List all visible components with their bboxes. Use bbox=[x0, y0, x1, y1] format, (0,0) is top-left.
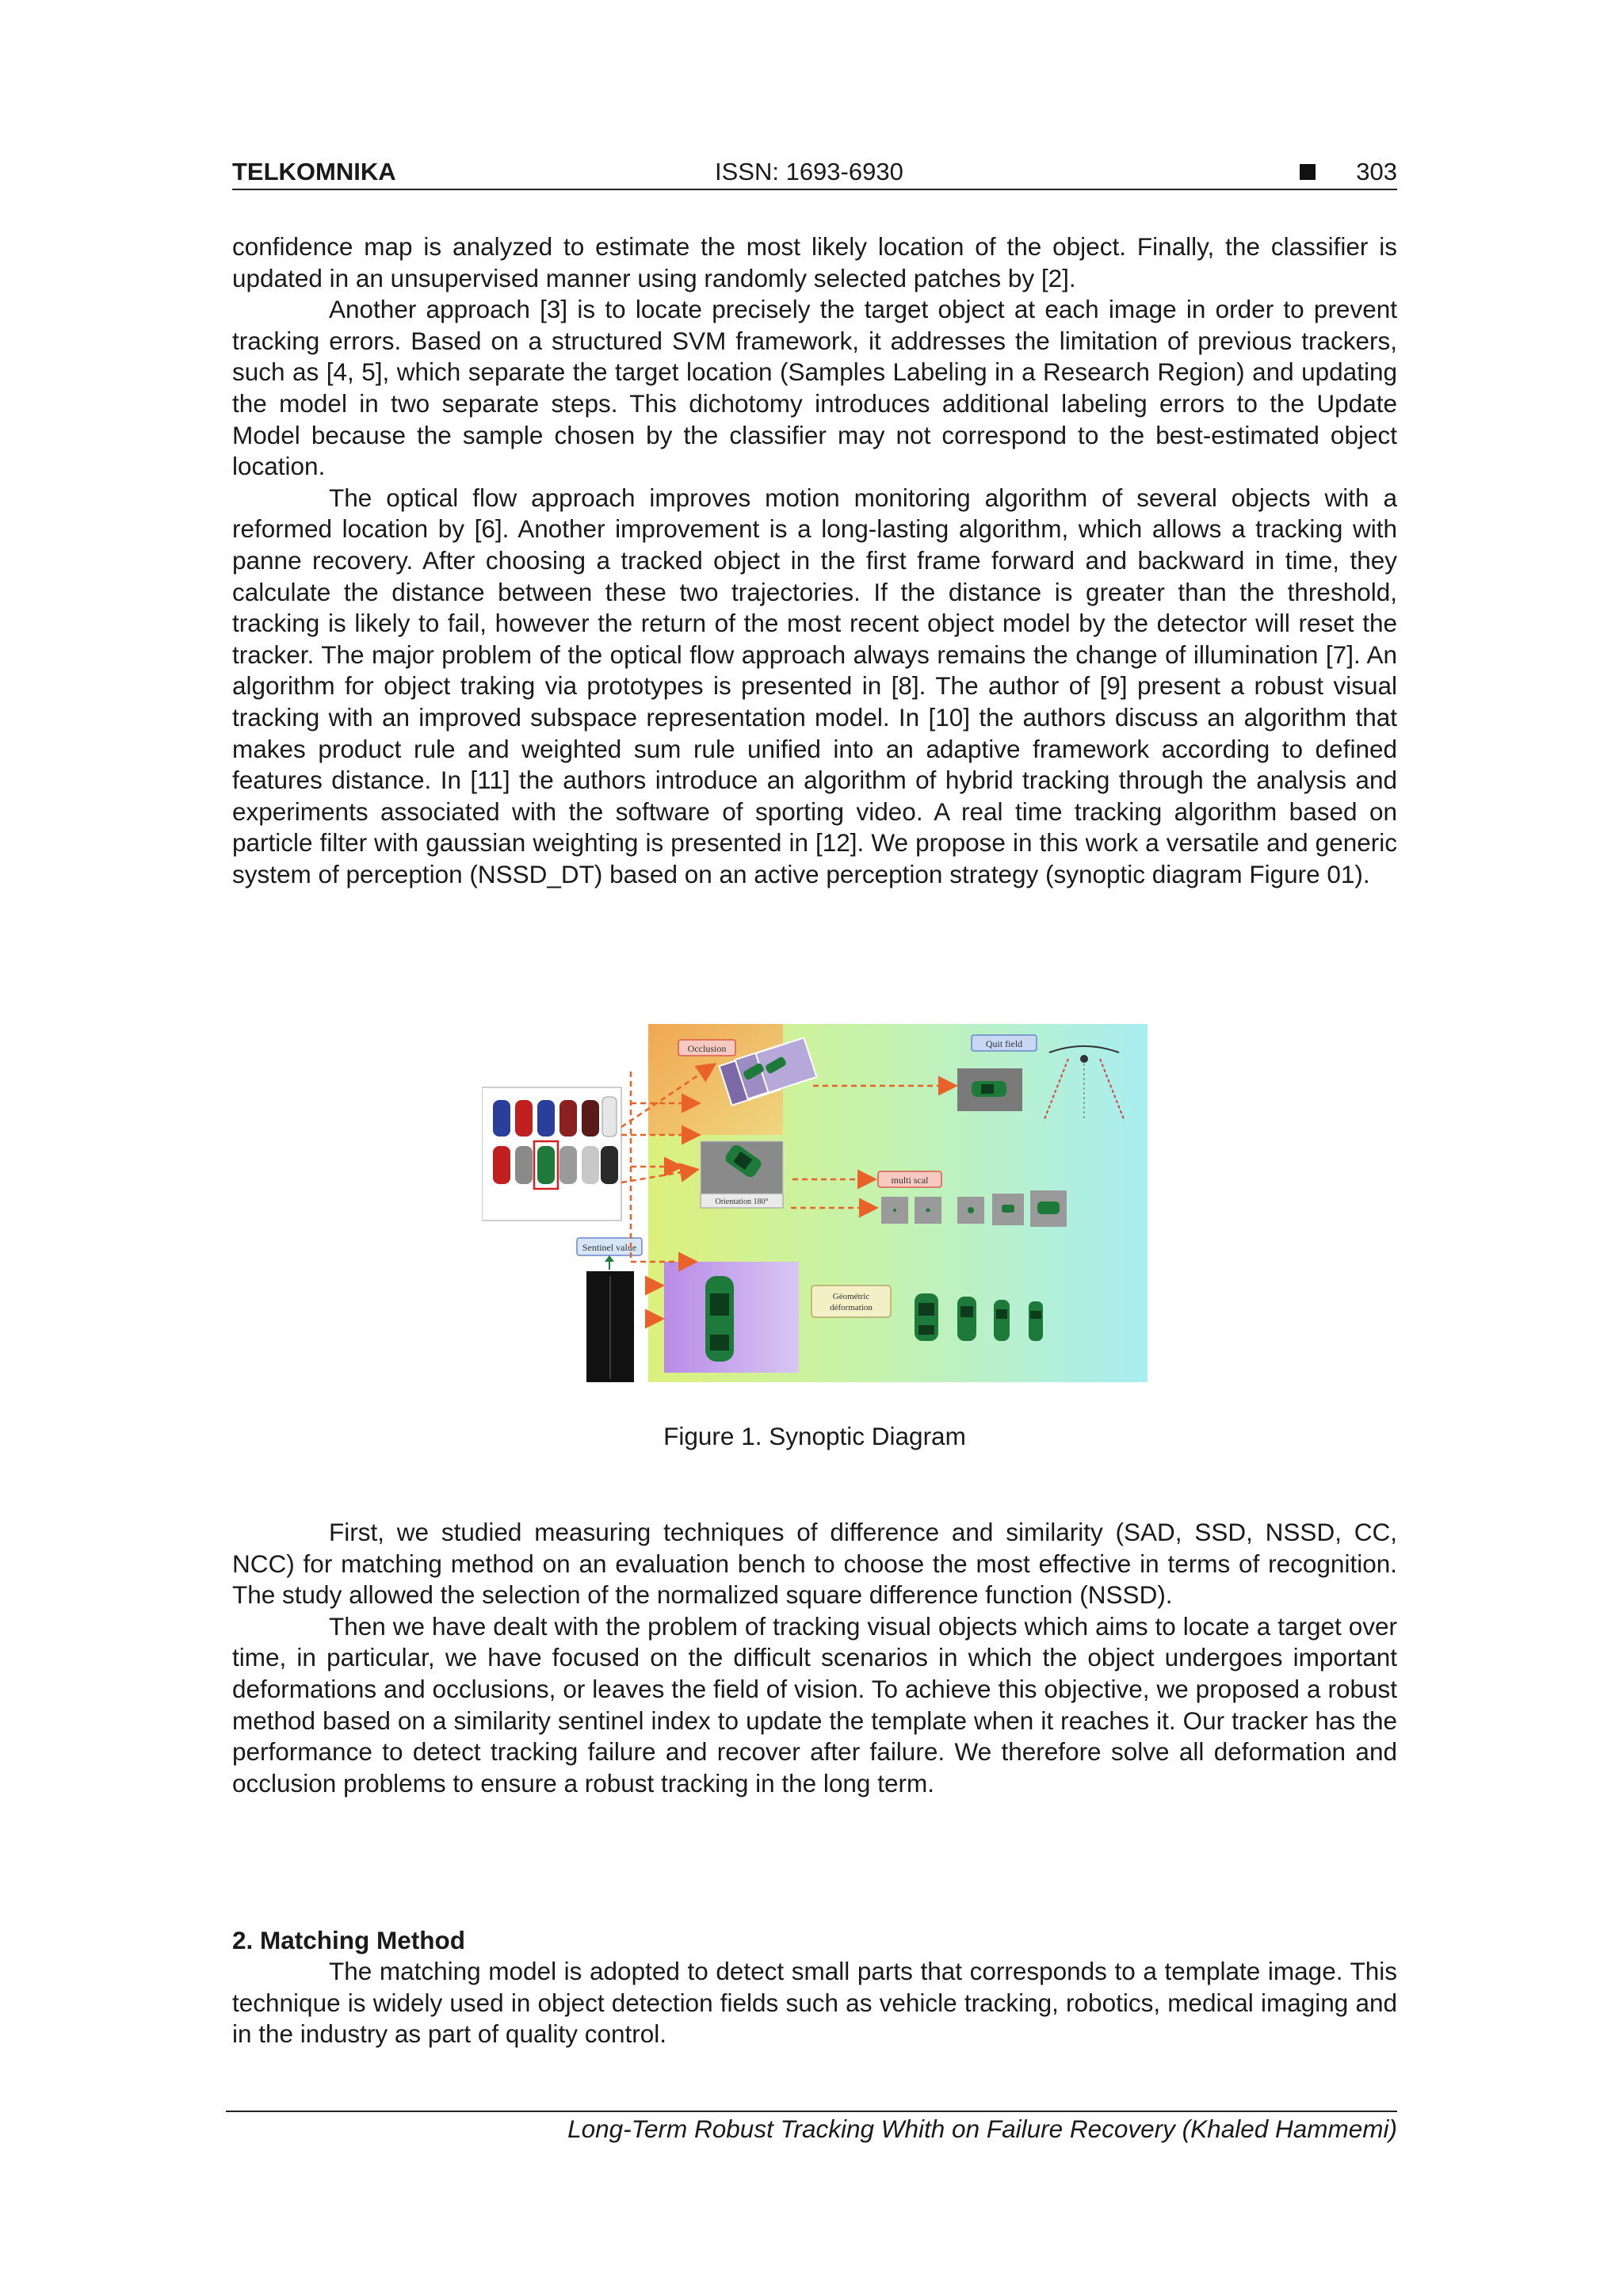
section-title: 2. Matching Method bbox=[232, 1926, 465, 1954]
issn: ISSN: 1693-6930 bbox=[715, 158, 903, 185]
orientation-car bbox=[701, 1141, 783, 1194]
sentinel-arrow-head-icon bbox=[605, 1255, 614, 1262]
geometric-label-line2: déformation bbox=[830, 1303, 873, 1312]
paragraph: The matching model is adopted to detect small parts that corresponds to a template image. This technique is widely used in object detection fields such as vehicle tracking, robotics, medical imaging and in the industry as part of quality control. bbox=[232, 1957, 1397, 2049]
body-text-bottom bbox=[232, 1517, 1397, 1799]
section-body bbox=[232, 1956, 1397, 2050]
geometric-label-line1: Géométric bbox=[832, 1292, 870, 1301]
multi-scale-label: multi scal bbox=[891, 1175, 929, 1186]
quit-field-label: Quit field bbox=[985, 1038, 1023, 1049]
geometric-tag bbox=[812, 1286, 891, 1317]
paragraph: Then we have dealt with the problem of tracking visual objects which aims to locate a target over time, in particular, we have focused on the difficult scenarios in which the object undergoes important deformations and occlusions, or leaves the field of vision. To achieve this objective, we proposed a robust method based on a similarity sentinel index to update the template when it reaches it. Our tracker has the performance to detect tracking failure and recover after failure. We therefore solve all deformation and occlusion problems to ensure a robust tracking in the long term. bbox=[232, 1611, 1397, 1797]
page-header bbox=[232, 155, 1397, 189]
paragraph: First, we studied measuring techniques of difference and similarity (SAD, SSD, NSSD, CC, NCC) for matching method on an evaluation bench to choose the most effective in terms of recognition. The study allowed the selection of the normalized square difference function (NSSD). bbox=[232, 1518, 1397, 1610]
running-footer: Long-Term Robust Tracking Whith on Failure Recovery (Khaled Hammemi) bbox=[567, 2115, 1397, 2143]
geometric-car-large bbox=[705, 1276, 734, 1362]
synoptic-diagram-figure bbox=[482, 1024, 1148, 1382]
header-rule bbox=[232, 189, 1397, 190]
square-bullet-icon bbox=[1300, 164, 1316, 180]
body-text-top bbox=[232, 231, 1397, 890]
journal-name: TELKOMNIKA bbox=[232, 158, 396, 185]
paragraph: Another approach [3] is to locate precisely the target object at each image in order to prevent tracking errors. Based on a structured SVM framework, it addresses the limitation of previous trackers, such as [4, 5], which separate the target location (Samples Labeling in a Research Region) and updating the model in two separate steps. This dichotomy introduces additional labeling errors to the Update Model because the sample chosen by the classifier may not correspond to the best-estimated object location. bbox=[232, 295, 1397, 481]
occlusion-label: Occlusion bbox=[687, 1043, 727, 1054]
page-number: 303 bbox=[1356, 158, 1397, 185]
paragraph: The optical flow approach improves motion monitoring algorithm of several objects with a reformed location by [6]. Another improvement is a long-lasting algorithm, which allows a tracking with panne recovery. After choosing a tracked object in the first frame forward and backward in time, they calculate the distance between these two trajectories. If the distance is greater than the threshold, tracking is likely to fail, however the return of the most recent object model by the detector will reset the tracker. The major problem of the optical flow approach always remains the change of illumination [7]. An algorithm for object traking via prototypes is presented in [8]. The author of [9] present a robust visual tracking with an improved subspace representation model. In [10] the authors discuss an algorithm that makes product rule and weighted sum rule unified into an adaptive framework according to defined features distance. In [11] the authors introduce an algorithm of hybrid tracking through the analysis and experiments associated with the software of sporting video. A real time tracking algorithm based on particle filter with gaussian weighting is presented in [12]. We propose in this work a versatile and generic system of perception (NSSD_DT) based on an active perception strategy (synoptic diagram Figure 01). bbox=[232, 483, 1397, 888]
orientation-label: Orientation 180° bbox=[715, 1198, 769, 1206]
quit-field-car bbox=[957, 1068, 1022, 1111]
paragraph: confidence map is analyzed to estimate the most likely location of the object. Finally, the classifier is updated in an unsupervised manner using randomly selected patches by [2]. bbox=[232, 232, 1397, 292]
sentinel-value-label: Sentinel value bbox=[582, 1242, 637, 1253]
synoptic-diagram bbox=[482, 1024, 1148, 1382]
figure-caption: Figure 1. Synoptic Diagram bbox=[663, 1422, 966, 1450]
